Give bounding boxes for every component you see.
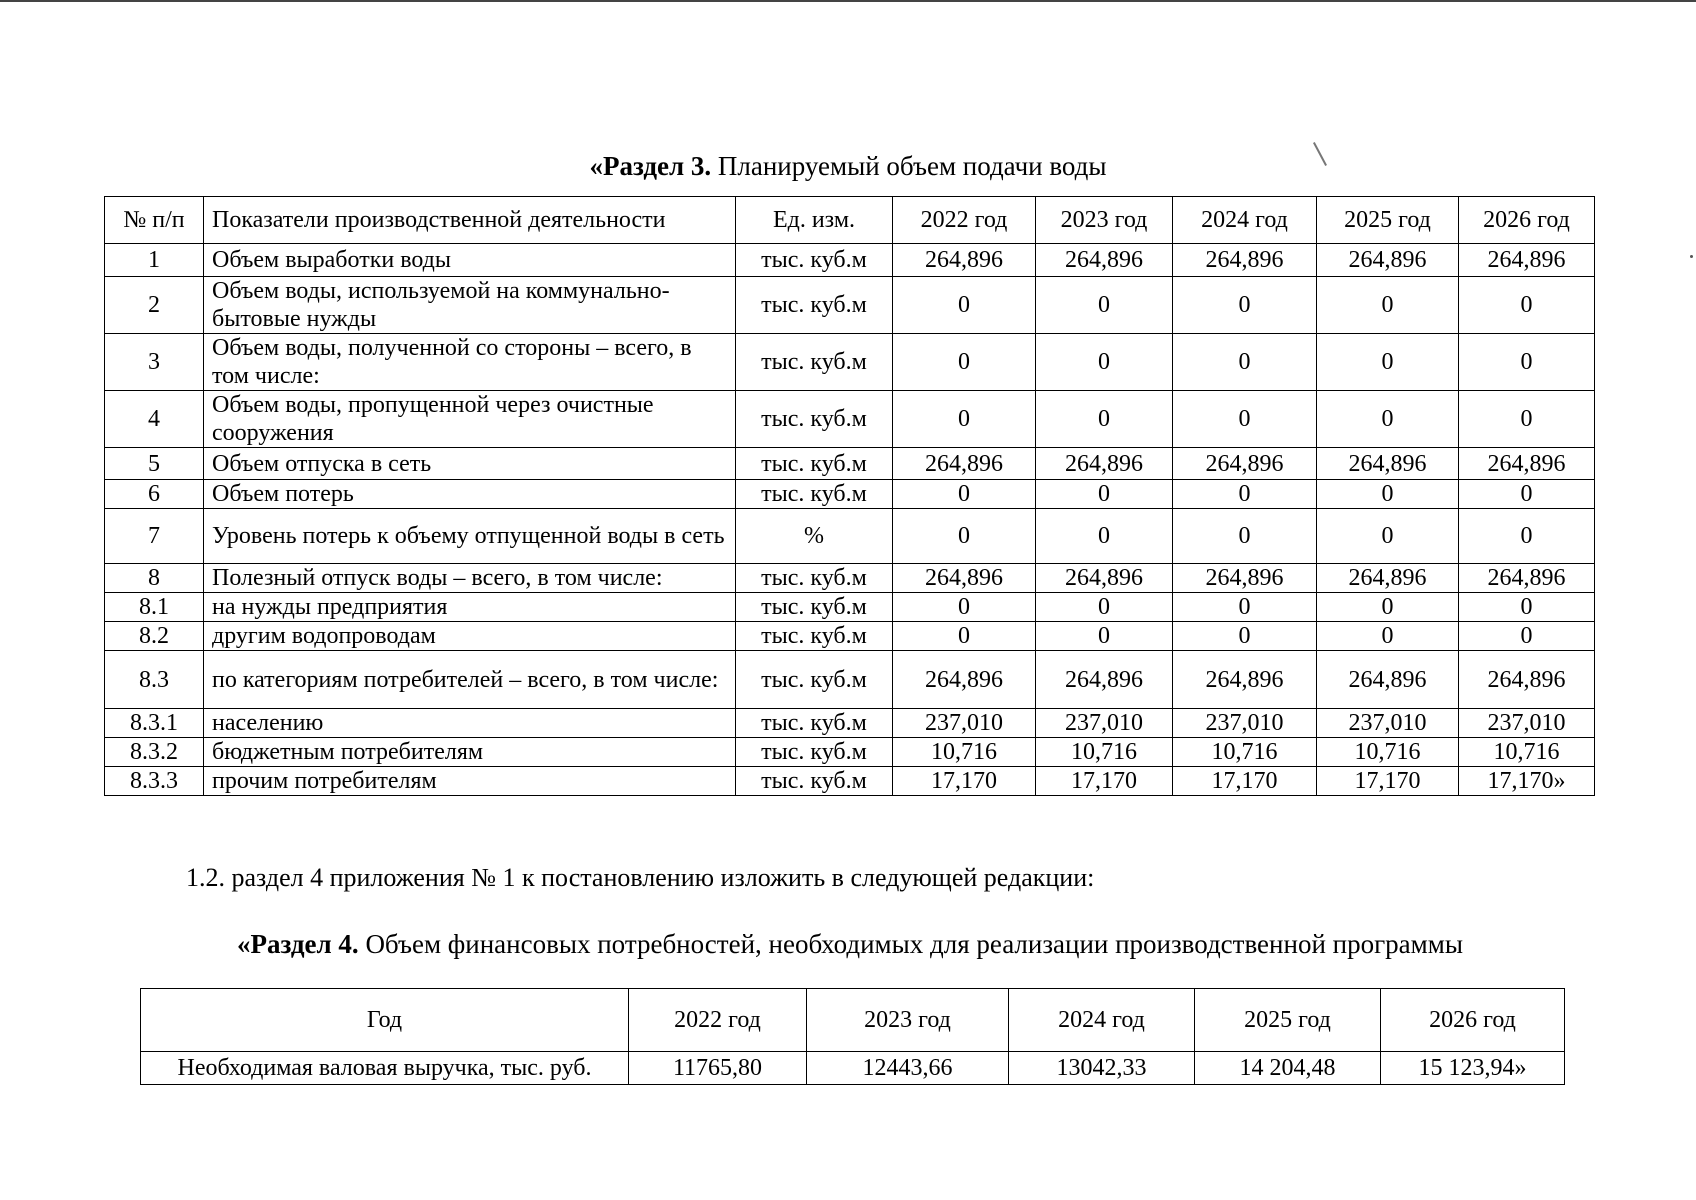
col-header-year-value: 2023 год [807,989,1009,1052]
value-cell: 264,896 [893,244,1036,277]
value-cell: 0 [1173,509,1317,564]
revenue-value-cell: 12443,66 [807,1052,1009,1085]
value-cell: 264,896 [1036,244,1173,277]
table-row [105,709,1595,738]
value-cell: 0 [893,509,1036,564]
value-cell: 264,896 [1459,448,1595,480]
value-cell: 17,170 [1036,767,1173,796]
value-cell: 17,170 [1173,767,1317,796]
value-cell: 0 [1317,391,1459,448]
value-cell: 264,896 [1459,244,1595,277]
col-header-unit: Ед. изм. [736,197,893,244]
value-cell: 0 [1173,391,1317,448]
table-row [105,593,1595,622]
value-cell: 264,896 [1317,244,1459,277]
value-cell: 0 [1036,277,1173,334]
revenue-value-cell: 14 204,48 [1195,1052,1381,1085]
value-cell: 0 [893,334,1036,391]
water-supply-table [104,196,1595,796]
indicator-name-cell: другим водопроводам [204,622,736,651]
value-cell: 264,896 [1317,564,1459,593]
value-cell: 237,010 [1459,709,1595,738]
row-number-cell: 8.3.1 [105,709,204,738]
table-row [105,448,1595,480]
row-number-cell: 2 [105,277,204,334]
value-cell: 237,010 [893,709,1036,738]
value-cell: 0 [893,593,1036,622]
col-header-2026: 2026 год [1459,197,1595,244]
value-cell: 264,896 [1317,651,1459,709]
indicator-name-cell: Уровень потерь к объему отпущенной воды в сеть [204,509,736,564]
col-header-num: № п/п [105,197,204,244]
section3-title-rest: Планируемый объем подачи воды [711,151,1107,181]
table-row [105,391,1595,448]
value-cell: 0 [893,622,1036,651]
table-row [105,767,1595,796]
value-cell: 264,896 [1173,448,1317,480]
col-header-2024: 2024 год [1173,197,1317,244]
table-row [105,334,1595,391]
value-cell: 0 [1036,622,1173,651]
unit-cell: тыс. куб.м [736,448,893,480]
value-cell: 264,896 [1173,244,1317,277]
row-number-cell: 8.3 [105,651,204,709]
table-row [105,509,1595,564]
section3-title [104,146,1592,186]
value-cell: 264,896 [893,651,1036,709]
table-row [105,738,1595,767]
value-cell: 0 [1459,480,1595,509]
value-cell: 264,896 [1036,448,1173,480]
value-cell: 264,896 [1459,651,1595,709]
value-cell: 264,896 [1036,564,1173,593]
value-cell: 0 [1317,622,1459,651]
col-header-year-value: 2025 год [1195,989,1381,1052]
table-row [141,1052,1565,1085]
value-cell: 0 [1036,334,1173,391]
section4-title-rest: Объем финансовых потребностей, необходимых для реализации производственной программы [358,929,1463,959]
value-cell: 17,170 [1317,767,1459,796]
indicator-name-cell: на нужды предприятия [204,593,736,622]
col-header-2023: 2023 год [1036,197,1173,244]
value-cell: 0 [1036,391,1173,448]
indicator-name-cell: Полезный отпуск воды – всего, в том числе: [204,564,736,593]
row-number-cell: 6 [105,480,204,509]
section4-title [140,924,1560,964]
col-header-year-value: 2024 год [1009,989,1195,1052]
value-cell: 0 [893,391,1036,448]
unit-cell: тыс. куб.м [736,738,893,767]
scan-speck [1690,255,1693,258]
value-cell: 237,010 [1317,709,1459,738]
value-cell: 17,170 [893,767,1036,796]
unit-cell: тыс. куб.м [736,277,893,334]
table-row [105,564,1595,593]
indicator-name-cell: Объем потерь [204,480,736,509]
row-number-cell: 8 [105,564,204,593]
value-cell: 0 [1173,593,1317,622]
col-header-year: Год [141,989,629,1052]
unit-cell: тыс. куб.м [736,334,893,391]
section4-title-bold: «Раздел 4. [237,929,359,959]
indicator-name-cell: прочим потребителям [204,767,736,796]
value-cell: 10,716 [1459,738,1595,767]
value-cell: 264,896 [1317,448,1459,480]
unit-cell: тыс. куб.м [736,767,893,796]
indicator-name-cell: бюджетным потребителям [204,738,736,767]
value-cell: 264,896 [1036,651,1173,709]
col-header-year-value: 2022 год [629,989,807,1052]
value-cell: 0 [1317,480,1459,509]
value-cell: 0 [1459,622,1595,651]
value-cell: 0 [1173,480,1317,509]
value-cell: 0 [1173,622,1317,651]
value-cell: 0 [1173,334,1317,391]
unit-cell: тыс. куб.м [736,593,893,622]
col-header-2025: 2025 год [1317,197,1459,244]
col-header-2022: 2022 год [893,197,1036,244]
indicator-name-cell: населению [204,709,736,738]
scan-edge-line [0,0,1696,2]
value-cell: 10,716 [1173,738,1317,767]
value-cell: 0 [1459,509,1595,564]
indicator-name-cell: Объем воды, используемой на коммунально-бытовые нужды [204,277,736,334]
value-cell: 264,896 [893,448,1036,480]
revenue-value-cell: 15 123,94» [1381,1052,1565,1085]
financial-needs-table [140,988,1565,1085]
value-cell: 0 [1459,593,1595,622]
unit-cell: тыс. куб.м [736,651,893,709]
value-cell: 0 [1459,391,1595,448]
amendment-paragraph: 1.2. раздел 4 приложения № 1 к постановлению изложить в следующей редакции: [186,863,1095,892]
value-cell: 0 [1317,509,1459,564]
row-number-cell: 8.2 [105,622,204,651]
row-number-cell: 4 [105,391,204,448]
value-cell: 0 [1317,277,1459,334]
row-number-cell: 8.3.2 [105,738,204,767]
value-cell: 0 [1036,480,1173,509]
value-cell: 237,010 [1173,709,1317,738]
value-cell: 264,896 [1459,564,1595,593]
row-number-cell: 8.3.3 [105,767,204,796]
unit-cell: тыс. куб.м [736,391,893,448]
value-cell: 0 [893,277,1036,334]
value-cell: 10,716 [893,738,1036,767]
indicator-name-cell: Объем воды, пропущенной через очистные сооружения [204,391,736,448]
unit-cell: тыс. куб.м [736,709,893,738]
value-cell: 237,010 [1036,709,1173,738]
unit-cell: тыс. куб.м [736,622,893,651]
unit-cell: тыс. куб.м [736,480,893,509]
value-cell: 0 [1459,334,1595,391]
unit-cell: тыс. куб.м [736,244,893,277]
value-cell: 0 [1173,277,1317,334]
indicator-name-cell: по категориям потребителей – всего, в том числе: [204,651,736,709]
revenue-value-cell: 13042,33 [1009,1052,1195,1085]
value-cell: 0 [1036,593,1173,622]
value-cell: 10,716 [1036,738,1173,767]
value-cell: 0 [1036,509,1173,564]
unit-cell: тыс. куб.м [736,564,893,593]
table-row [105,622,1595,651]
section3-title-bold: «Раздел 3. [589,151,712,181]
value-cell: 0 [893,480,1036,509]
col-header-indicator: Показатели производственной деятельности [204,197,736,244]
value-cell: 10,716 [1317,738,1459,767]
value-cell: 0 [1317,334,1459,391]
table-row [105,244,1595,277]
value-cell: 0 [1317,593,1459,622]
row-number-cell: 3 [105,334,204,391]
row-number-cell: 1 [105,244,204,277]
table-header-row [141,989,1565,1052]
row-number-cell: 7 [105,509,204,564]
col-header-year-value: 2026 год [1381,989,1565,1052]
table-row [105,277,1595,334]
value-cell: 17,170» [1459,767,1595,796]
unit-cell: % [736,509,893,564]
revenue-value-cell: 11765,80 [629,1052,807,1085]
value-cell: 0 [1459,277,1595,334]
value-cell: 264,896 [1173,564,1317,593]
table-row [105,480,1595,509]
value-cell: 264,896 [1173,651,1317,709]
row-number-cell: 5 [105,448,204,480]
row-number-cell: 8.1 [105,593,204,622]
indicator-name-cell: Объем воды, полученной со стороны – всего, в том числе: [204,334,736,391]
indicator-name-cell: Объем выработки воды [204,244,736,277]
indicator-name-cell: Объем отпуска в сеть [204,448,736,480]
table-row [105,651,1595,709]
table-header-row [105,197,1595,244]
revenue-label-cell: Необходимая валовая выручка, тыс. руб. [141,1052,629,1085]
value-cell: 264,896 [893,564,1036,593]
